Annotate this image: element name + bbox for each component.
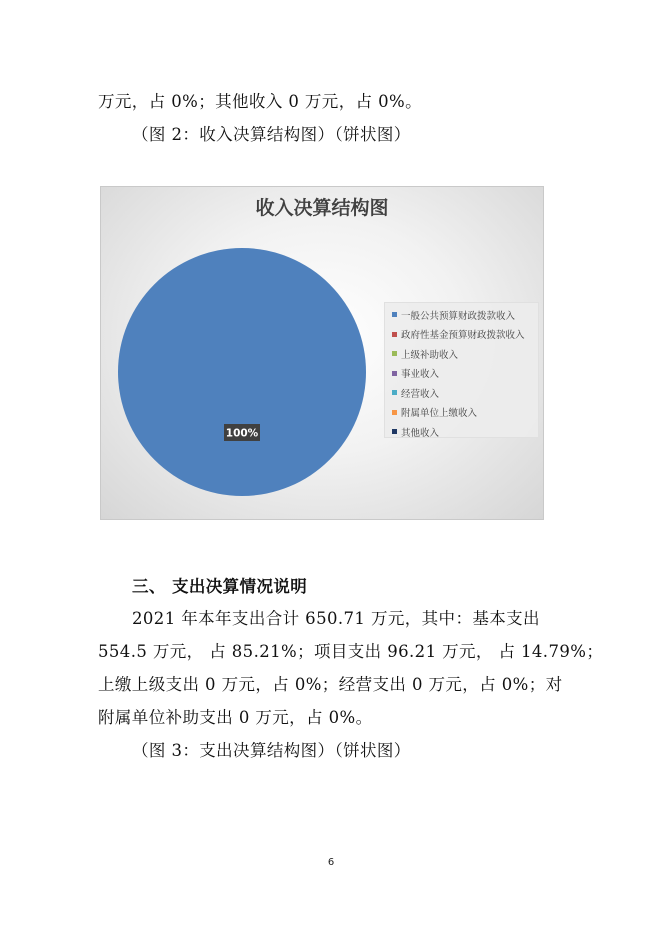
legend-label: 其他收入 [401, 427, 440, 439]
legend-item [385, 305, 538, 325]
section-heading: 三、 支出决算情况说明 [132, 577, 308, 596]
legend-item [385, 403, 538, 423]
legend-swatch [392, 371, 397, 376]
pie-data-label [224, 424, 260, 441]
legend-label: 附属单位上缴收入 [401, 408, 478, 420]
legend-swatch [392, 351, 397, 356]
income-structure-chart [100, 186, 544, 520]
legend-item [385, 383, 538, 403]
chart-legend [384, 302, 539, 438]
page-number: 6 [327, 857, 335, 868]
paragraph-line: 附属单位补助支出 0 万元，占 0%。 [98, 708, 373, 727]
legend-label: 一般公共预算财政拨款收入 [401, 310, 516, 322]
legend-swatch [392, 332, 397, 337]
paragraph-line: 上缴上级支出 0 万元，占 0%；经营支出 0 万元，占 0%；对 [98, 675, 563, 694]
pie-slice [118, 248, 366, 496]
paragraph-line: 554.5 万元， 占 85.21%；项目支出 96.21 万元， 占 14.79%； [98, 642, 604, 661]
legend-item [385, 325, 538, 345]
chart-title: 收入决算结构图 [255, 197, 389, 219]
legend-label: 事业收入 [401, 369, 440, 381]
legend-label: 政府性基金预算财政拨款收入 [401, 330, 525, 342]
legend-label: 经营收入 [401, 388, 440, 400]
legend-item [385, 422, 538, 442]
paragraph-line: 2021 年本年支出合计 650.71 万元，其中：基本支出 [132, 609, 540, 628]
pie-data-label-text: 100% [225, 427, 259, 440]
legend-swatch [392, 312, 397, 317]
figure-caption-3: （图 3：支出决算结构图）（饼状图） [132, 741, 411, 760]
paragraph-line: 万元，占 0%；其他收入 0 万元，占 0%。 [98, 92, 423, 111]
figure-caption-2: （图 2：收入决算结构图）（饼状图） [132, 125, 411, 144]
legend-label: 上级补助收入 [401, 349, 459, 361]
legend-item [385, 364, 538, 384]
legend-item [385, 344, 538, 364]
legend-swatch [392, 390, 397, 395]
legend-swatch [392, 410, 397, 415]
legend-swatch [392, 429, 397, 434]
